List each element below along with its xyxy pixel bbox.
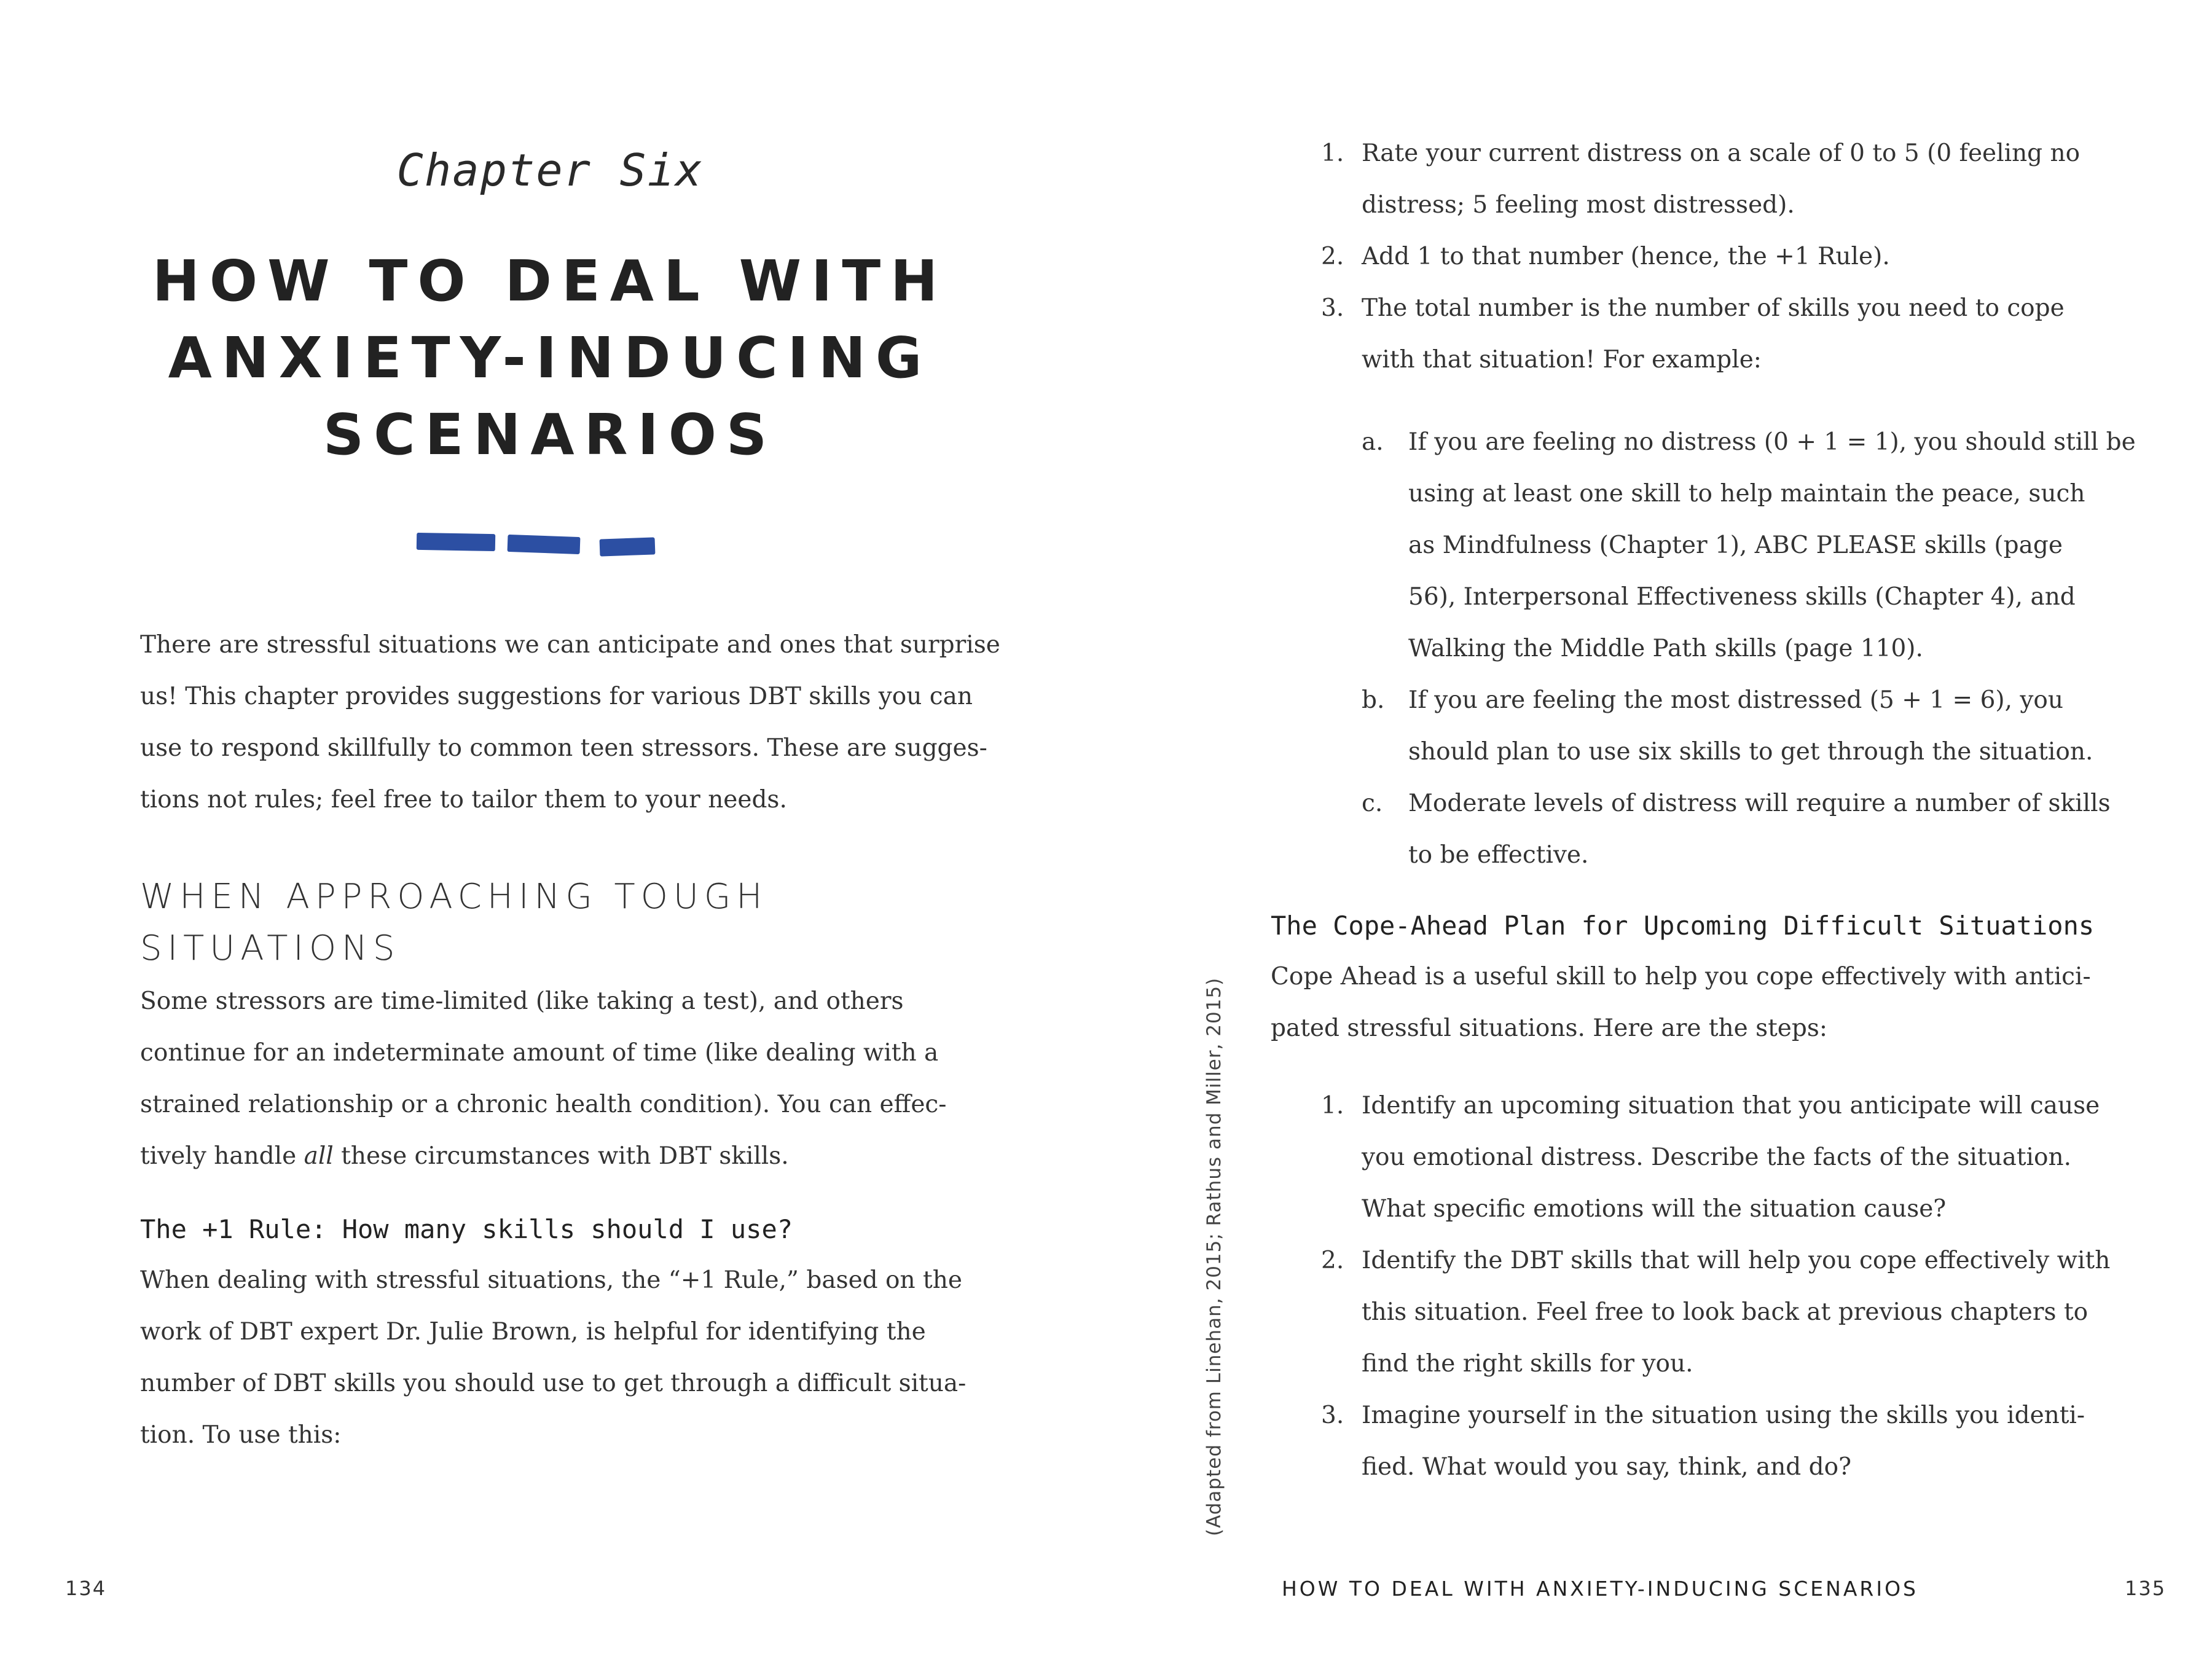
text-line: What specific emotions will the situation cause? [1362,1195,1947,1223]
ornament-dash [417,533,495,551]
text-line: strained relationship or a chronic health condition). You can effec- [140,1091,947,1118]
text-line: tion. To use this: [140,1421,342,1449]
ornament-dash [508,535,581,554]
text-line: Identify an upcoming situation that you anticipate will cause [1362,1092,2100,1120]
text-line: find the right skills for you. [1362,1350,1693,1378]
emphasis-text: all [304,1142,334,1170]
text-line: use to respond skillfully to common teen stressors. These are sugges- [140,734,987,762]
ornament-dash [600,537,656,556]
text-line: with that situation! For example: [1362,346,1762,374]
text-line: When dealing with stressful situations, the “+1 Rule,” based on the [140,1266,962,1294]
chapter-title-line: ANXIETY-INDUCING [168,325,932,391]
list-marker: 1. [1321,1092,1344,1120]
rule-subheading: The +1 Rule: How many skills should I use? [140,1214,793,1244]
chapter-label: Chapter Six [396,144,704,196]
text-line: Walking the Middle Path skills (page 110). [1408,635,1923,662]
text-line: If you are feeling no distress (0 + 1 = 1), you should still be [1408,428,2136,456]
text-line: There are stressful situations we can anticipate and ones that surprise [140,631,1000,659]
text-fragment: these circumstances with DBT skills. [333,1142,789,1170]
list-marker: 2. [1321,1247,1344,1274]
cope-ahead-subheading: The Cope-Ahead Plan for Upcoming Difficult Situations [1271,911,2095,941]
list-item [1321,128,2080,231]
chapter-title-line: HOW TO DEAL WITH [152,248,948,314]
text-line: as Mindfulness (Chapter 1), ABC PLEASE skills (page [1408,531,2063,559]
text-line: Some stressors are time-limited (like taking a test), and others [140,987,904,1015]
list-item [1362,417,2136,675]
text-line: number of DBT skills you should use to get through a difficult situa- [140,1370,967,1397]
list-marker: 3. [1321,294,1344,322]
text-line [140,1131,946,1182]
running-head: HOW TO DEAL WITH ANXIETY-INDUCING SCENARIOS [1281,1577,1918,1601]
list-marker: 3. [1321,1402,1344,1429]
text-line: Rate your current distress on a scale of 0 to 5 (0 feeling no [1362,139,2081,167]
text-line: Identify the DBT skills that will help you cope effectively with [1362,1247,2111,1274]
list-marker: 2. [1321,243,1344,270]
text-line: you emotional distress. Describe the facts of the situation. [1362,1143,2071,1171]
text-fragment: tively handle [140,1142,304,1170]
text-line: distress; 5 feeling most distressed). [1362,191,1795,219]
cope-ahead-paragraph [1271,951,2091,1054]
text-line: If you are feeling the most distressed (5 + 1 = 6), you [1408,686,2064,714]
list-item [1321,283,2065,386]
text-line: Moderate levels of distress will require a number of skills [1408,790,2111,817]
text-line: work of DBT expert Dr. Julie Brown, is helpful for identifying the [140,1318,926,1346]
text-line: Add 1 to that number (hence, the +1 Rule). [1362,243,1890,270]
text-line: The total number is the number of skills you need to cope [1362,294,2065,322]
rule-paragraph [140,1255,966,1461]
text-line: us! This chapter provides suggestions for various DBT skills you can [140,683,973,710]
section-paragraph [140,976,946,1182]
side-note-citation: (Adapted from Linehan, 2015; Rathus and Miller, 2015) [1203,977,1225,1536]
text-line: pated stressful situations. Here are the steps: [1271,1014,1828,1042]
list-item [1362,778,2111,881]
page-number-left: 134 [65,1577,107,1600]
text-line: this situation. Feel free to look back at previous chapters to [1362,1298,2088,1326]
text-line: should plan to use six skills to get through the situation. [1408,738,2093,766]
list-marker: c. [1362,790,1383,817]
chapter-ornament [417,533,662,562]
list-marker: b. [1362,686,1385,714]
text-line: tions not rules; feel free to tailor them to your needs. [140,786,787,814]
section-heading-line: SITUATIONS [140,928,401,968]
list-marker: 1. [1321,139,1344,167]
text-line: 56), Interpersonal Effectiveness skills (Chapter 4), and [1408,583,2076,611]
section-heading-line: WHEN APPROACHING TOUGH [140,877,768,917]
text-line: to be effective. [1408,841,1589,869]
text-line: Imagine yourself in the situation using the skills you identi- [1362,1402,2085,1429]
intro-paragraph [140,619,1000,826]
text-line: using at least one skill to help maintain the peace, such [1408,480,2085,508]
list-item [1362,675,2093,778]
list-marker: a. [1362,428,1384,456]
text-line: continue for an indeterminate amount of time (like dealing with a [140,1039,939,1067]
text-line: fied. What would you say, think, and do? [1362,1453,1852,1481]
list-item [1321,231,1890,283]
list-item [1321,1235,2110,1390]
list-item [1321,1080,2100,1235]
text-line: Cope Ahead is a useful skill to help you cope effectively with antici- [1271,963,2091,990]
chapter-title-line: SCENARIOS [323,402,777,468]
chapter-title [141,243,959,473]
page-number-right: 135 [2125,1577,2167,1600]
list-item [1321,1390,2085,1493]
section-heading [140,871,767,975]
